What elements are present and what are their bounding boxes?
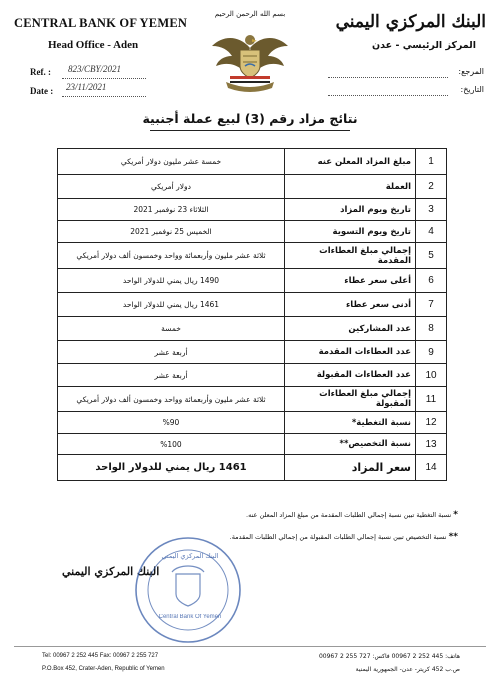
footnote-2	[230, 532, 458, 542]
row-item-label: إجمالي مبلغ العطاءات المقدمة	[285, 243, 416, 269]
row-item-label: إجمالي مبلغ العطاءات المقبولة	[285, 387, 416, 412]
date-value: 23/11/2021	[66, 82, 107, 92]
ref-line	[62, 78, 146, 79]
stamp-text-ar: البنك المركزي اليمني	[161, 552, 219, 560]
date-label-ar: التاريخ:	[460, 85, 484, 94]
eagle-emblem-icon	[208, 26, 292, 100]
bank-name-en: CENTRAL BANK OF YEMEN	[14, 16, 188, 30]
row-item-label: سعر المزاد	[285, 455, 416, 481]
footer-address-en: P.O.Box 452, Crater-Aden, Republic of Yemen	[42, 666, 165, 672]
row-value: دولار أمريكي	[58, 175, 285, 199]
footer-contacts-ar: هاتف: 445 252 2 00967 فاكس: 727 255 2 00967	[318, 653, 460, 660]
footer-address-ar: ص.ب 452 كريتر- عدن- الجمهورية اليمنية	[355, 666, 460, 673]
table-row	[58, 434, 447, 455]
table-row	[58, 341, 447, 364]
ref-label-ar: المرجع:	[458, 67, 484, 76]
bank-name-ar: البنك المركزي اليمني	[335, 12, 486, 32]
table-row	[58, 455, 447, 481]
table-row	[58, 269, 447, 293]
row-value: خمسة عشر مليون دولار أمريكي	[58, 149, 285, 175]
row-item-label: نسبة التخصيص**	[285, 434, 416, 455]
footer-rule	[14, 646, 486, 647]
row-number: 7	[416, 293, 447, 317]
row-value: الثلاثاء 23 نوفمبر 2021	[58, 199, 285, 221]
row-value: أربعة عشر	[58, 364, 285, 387]
date-line	[62, 96, 146, 97]
document-title: نتائج مزاد رقم (3) لبيع عملة أجنبية	[142, 111, 358, 126]
row-value: 1461 ريال يمني للدولار الواحد	[58, 293, 285, 317]
row-item-label: نسبة التغطية*	[285, 412, 416, 434]
signature-title: البنك المركزي اليمني	[62, 565, 160, 578]
row-value: %100	[58, 434, 285, 455]
footnote-1-text: نسبة التغطية تبين نسبة إجمالي الطلبات المقدمة من مبلغ المزاد المعلن عنه.	[246, 511, 452, 519]
row-item-label: أعلى سعر عطاء	[285, 269, 416, 293]
row-value: أربعة عشر	[58, 341, 285, 364]
row-item-label: عدد المشاركين	[285, 317, 416, 341]
row-value: الخميس 25 نوفمبر 2021	[58, 221, 285, 243]
row-item-label: تاريخ ويوم التسوية	[285, 221, 416, 243]
table-row	[58, 317, 447, 341]
row-number: 2	[416, 175, 447, 199]
footnote-2-text: نسبة التخصيص تبين نسبة إجمالي الطلبات المقبولة من إجمالي الطلبات المقدمة.	[229, 533, 447, 541]
ref-value: 823/CBY/2021	[68, 64, 122, 74]
table-row	[58, 243, 447, 269]
table-row	[58, 293, 447, 317]
row-value: %90	[58, 412, 285, 434]
footnote-1	[246, 510, 458, 520]
row-number: 14	[416, 455, 447, 481]
row-item-label: العملة	[285, 175, 416, 199]
auction-results-table	[57, 148, 447, 481]
ref-line-ar	[328, 77, 448, 78]
table-row	[58, 175, 447, 199]
row-number: 11	[416, 387, 447, 412]
row-number: 10	[416, 364, 447, 387]
row-number: 5	[416, 243, 447, 269]
title-underline	[150, 130, 350, 131]
footnote-1-mark: *	[453, 510, 458, 520]
row-value: 1490 ريال يمني للدولار الواحد	[58, 269, 285, 293]
office-name-en: Head Office - Aden	[48, 39, 139, 51]
date-line-ar	[328, 95, 448, 96]
ref-label: Ref. :	[30, 67, 51, 77]
row-number: 8	[416, 317, 447, 341]
table-row	[58, 199, 447, 221]
row-value: خمسة	[58, 317, 285, 341]
row-item-label: مبلغ المزاد المعلن عنه	[285, 149, 416, 175]
table-row	[58, 387, 447, 412]
row-number: 4	[416, 221, 447, 243]
office-name-ar: المركز الرئيسي - عدن	[372, 40, 476, 51]
table-row	[58, 149, 447, 175]
row-number: 12	[416, 412, 447, 434]
row-number: 13	[416, 434, 447, 455]
row-number: 3	[416, 199, 447, 221]
row-value: 1461 ريال يمني للدولار الواحد	[58, 455, 285, 481]
row-item-label: تاريخ ويوم المزاد	[285, 199, 416, 221]
row-number: 9	[416, 341, 447, 364]
table-row	[58, 364, 447, 387]
row-item-label: عدد العطاءات المقدمة	[285, 341, 416, 364]
row-value: ثلاثة عشر مليون وأربعمائة وواحد وخمسون ألف دولار أمريكي	[58, 243, 285, 269]
row-number: 6	[416, 269, 447, 293]
row-item-label: عدد العطاءات المقبولة	[285, 364, 416, 387]
footnote-2-mark: **	[448, 532, 458, 542]
stamp-text-en: Central Bank Of Yemen	[158, 614, 222, 620]
footer-contacts-en: Tel: 00967 2 252 445 Fax: 00967 2 255 727	[42, 653, 159, 659]
basmala: بسم الله الرحمن الرحيم	[214, 10, 286, 18]
row-number: 1	[416, 149, 447, 175]
row-item-label: أدنى سعر عطاء	[285, 293, 416, 317]
date-label: Date :	[30, 86, 54, 96]
table-row	[58, 221, 447, 243]
row-value: ثلاثة عشر مليون وأربعمائة وواحد وخمسون ألف دولار أمريكي	[58, 387, 285, 412]
table-row	[58, 412, 447, 434]
